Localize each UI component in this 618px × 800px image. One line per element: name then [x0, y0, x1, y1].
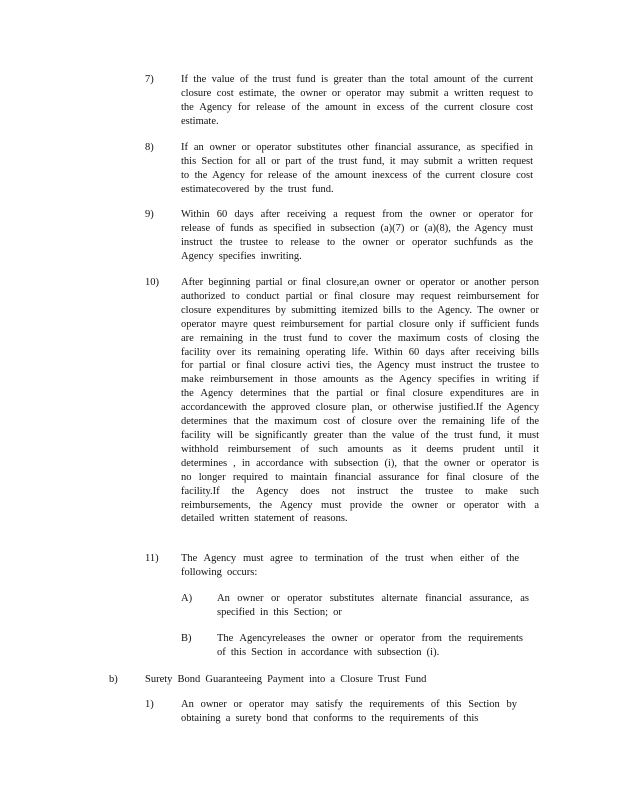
item-text: If the value of the trust fund is greater than the total amount of the current closure cost estimate, the owner or operator may submit a written request to the Agency for release of the amount in excess of the current closure cost estimate. [181, 74, 533, 127]
item-number: B) [181, 633, 192, 644]
item-number: A) [181, 593, 193, 604]
item-number: 7) [145, 74, 154, 85]
item-number: 1) [145, 699, 154, 710]
item-text: An owner or operator substitutes alternate financial assurance, as specified in this Section; or [217, 593, 529, 618]
item-text: After beginning partial or final closure,an owner or operator or another person authorized to conduct partial or final closure may request reimbursement for closure expenditures by submitting itemized bills to the Agency. The owner or operator mayre quest reimbursement for partial closure only if sufficient funds are remaining in the trust fund to cover the maximum costs of closing the facility over its remaining operating life. Within 60 days after receiving bills for partial or final closure activi ties, the Agency must instruct the trustee to make reimbursement in those amounts as the Agency specifies in writing if the Agency determines that the partial or final closure expenditures are in accordancewith the approved closure plan, or otherwise justified.If the Agency determines that the maximum cost of closure over the remaining life of the facility will be significantly greater than the value of the trust fund, it must withhold reimbursement of such amounts as it deems prudent until it determines , in accordance with subsection (i), that the owner or operator is no longer required to maintain financial assurance for final closure of the facility.If the Agency does not instruct the trustee to make such reimbursements, the Agency must provide the owner or operator with a detailed written statement of reasons. [181, 277, 539, 525]
item-number: b) [109, 674, 118, 685]
item-number: 11) [145, 553, 159, 564]
item-text: Surety Bond Guaranteeing Payment into a Closure Trust Fund [145, 674, 427, 685]
item-number: 9) [145, 209, 154, 220]
item-text: If an owner or operator substitutes other financial assurance, as specified in this Section for all or part of the trust fund, it may submit a written request to the Agency for release of the amount inexcess of the current closure cost estimatecovered by the trust fund. [181, 142, 533, 195]
item-number: 8) [145, 142, 154, 153]
item-number: 10) [145, 277, 159, 288]
item-text: The Agencyreleases the owner or operator from the requirements of this Section in accordance with subsection (i). [217, 633, 523, 658]
item-text: The Agency must agree to termination of the trust when either of the following occurs: [181, 553, 519, 578]
item-text: Within 60 days after receiving a request from the owner or operator for release of funds as specified in subsection (a)(7) or (a)(8), the Agency must instruct the trustee to release to the owner or operator suchfunds as the Agency specifies inwriting. [181, 209, 533, 262]
item-text: An owner or operator may satisfy the requirements of this Section by obtaining a surety bond that conforms to the requirements of this [181, 699, 517, 724]
